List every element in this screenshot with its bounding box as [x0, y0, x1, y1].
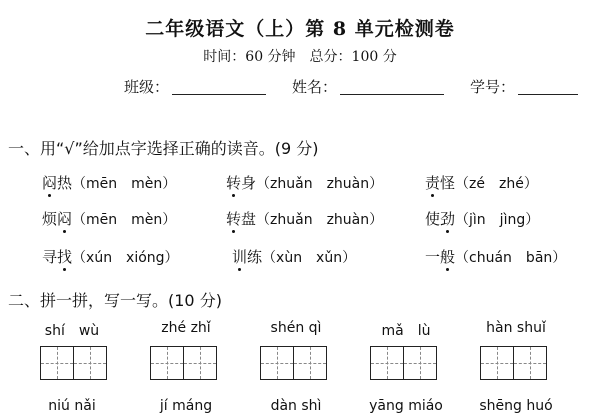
pinyin-label: jí máng — [159, 398, 213, 414]
class-field[interactable] — [172, 94, 266, 95]
q2-item-dot-char: 转 — [226, 174, 242, 192]
writing-grid[interactable] — [480, 346, 547, 380]
q7-item-dot-char: 找 — [57, 248, 73, 266]
q6-item-pinyin: （jìn jìng） — [455, 212, 540, 228]
grid-cell[interactable] — [150, 346, 184, 380]
q3-item-pinyin: （zé zhé） — [455, 176, 538, 192]
q2-item-post: 身 — [241, 174, 257, 192]
grid-cell[interactable] — [370, 346, 404, 380]
grid-cell[interactable] — [260, 346, 294, 380]
class-label: 班级： — [124, 78, 170, 96]
writing-grid[interactable] — [40, 346, 107, 380]
q5-item-pinyin: （zhuǎn zhuàn） — [256, 212, 384, 228]
q7-item-pinyin: （xún xióng） — [72, 250, 179, 266]
grid-cell[interactable] — [294, 346, 327, 380]
q9-item-dot-char: 般 — [440, 248, 456, 266]
q3-item-dot-char: 责 — [425, 174, 441, 192]
pinyin-label: hàn shuǐ — [486, 320, 546, 336]
pinyin-label: mǎ lù — [381, 323, 431, 339]
grid-cell[interactable] — [40, 346, 74, 380]
q5-item-post: 盘 — [241, 210, 257, 228]
q3-item[interactable] — [425, 172, 538, 193]
pinyin-label: dàn shì — [270, 398, 322, 414]
writing-grid[interactable] — [150, 346, 217, 380]
pinyin-label: shén qì — [270, 320, 322, 336]
section1-heading: 一、用“√”给加点字选择正确的读音。(9 分) — [8, 139, 319, 158]
grid-cell[interactable] — [74, 346, 107, 380]
q2-item-pinyin: （zhuǎn zhuàn） — [256, 176, 384, 192]
writing-grid[interactable] — [260, 346, 327, 380]
q5-item-dot-char: 转 — [226, 210, 242, 228]
q6-item-pre: 使 — [425, 210, 441, 228]
q4-item-dot-char: 闷 — [57, 210, 73, 228]
id-label: 学号： — [470, 78, 516, 96]
name-field[interactable] — [340, 94, 444, 95]
name-label: 姓名： — [292, 78, 338, 96]
pinyin-label: zhé zhǐ — [161, 320, 211, 336]
q7-item-pre: 寻 — [42, 248, 58, 266]
q4-item-pre: 烦 — [42, 210, 58, 228]
q2-item[interactable] — [226, 172, 383, 193]
pinyin-label: niú nǎi — [48, 398, 96, 414]
q9-item[interactable] — [425, 246, 566, 267]
page-title: 二年级语文（上）第 8 单元检测卷 — [145, 18, 455, 40]
q1-item[interactable] — [42, 172, 176, 193]
pinyin-label: shēng huó — [479, 398, 553, 414]
q4-item-pinyin: （mēn mèn） — [72, 212, 177, 228]
q5-item[interactable] — [226, 208, 383, 229]
q8-item-pinyin: （xùn xǔn） — [262, 250, 357, 266]
q1-item-post: 热 — [57, 174, 73, 192]
writing-grid[interactable] — [370, 346, 437, 380]
pinyin-label: shí wù — [44, 323, 100, 339]
q1-item-pinyin: （mēn mèn） — [72, 176, 177, 192]
q9-item-pinyin: （chuán bān） — [455, 250, 567, 266]
grid-cell[interactable] — [480, 346, 514, 380]
q8-item-dot-char: 训 — [232, 248, 248, 266]
exam-meta: 时间：60 分钟 总分：100 分 — [203, 49, 397, 65]
q8-item-post: 练 — [247, 248, 263, 266]
q6-item-dot-char: 劲 — [440, 210, 456, 228]
q9-item-pre: 一 — [425, 248, 441, 266]
id-field[interactable] — [518, 94, 578, 95]
pinyin-label: yāng miáo — [369, 398, 443, 414]
q4-item[interactable] — [42, 208, 176, 229]
q8-item[interactable] — [232, 246, 356, 267]
q1-item-dot-char: 闷 — [42, 174, 58, 192]
q3-item-post: 怪 — [440, 174, 456, 192]
section2-heading: 二、拼一拼，写一写。(10 分) — [8, 291, 222, 310]
grid-cell[interactable] — [514, 346, 547, 380]
grid-cell[interactable] — [404, 346, 437, 380]
q7-item[interactable] — [42, 246, 179, 267]
grid-cell[interactable] — [184, 346, 217, 380]
q6-item[interactable] — [425, 208, 539, 229]
